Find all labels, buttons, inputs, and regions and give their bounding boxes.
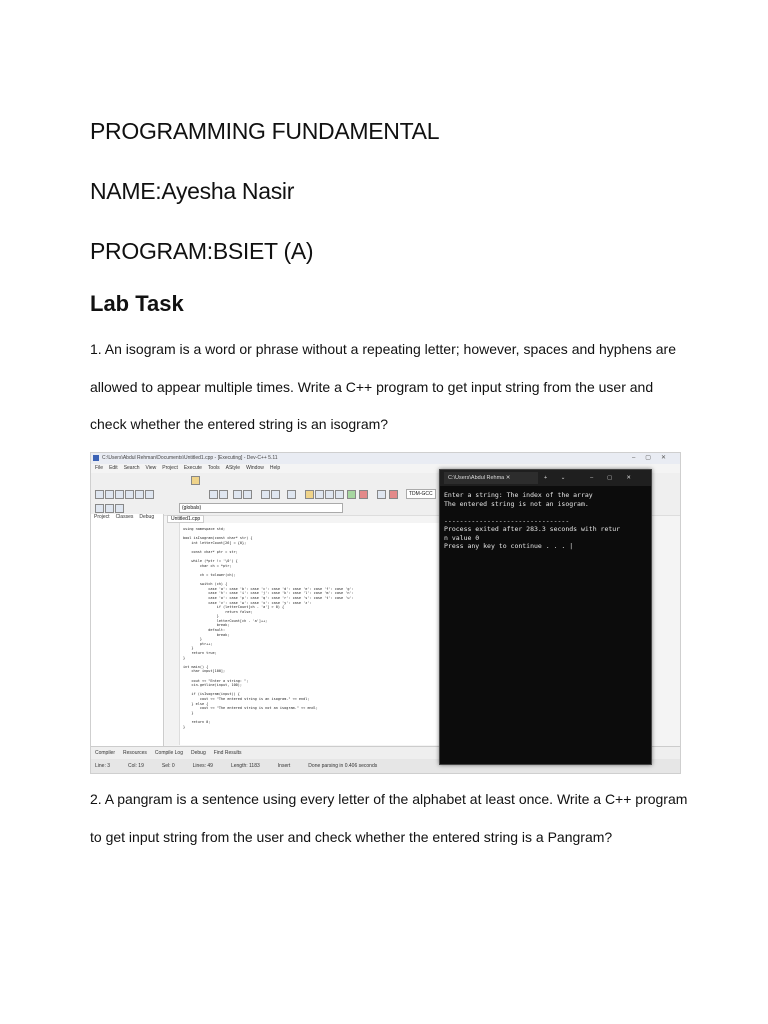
find-icon (209, 490, 218, 499)
toggle-comment-icon (271, 490, 280, 499)
console-titlebar (440, 470, 651, 486)
close-file-icon (135, 490, 144, 499)
profile-icon (389, 490, 398, 499)
console-tab[interactable]: C:\Users\Abdul Rehma ✕ (444, 472, 538, 484)
save-all-icon (125, 490, 134, 499)
status-field-3: Lines: 49 (192, 763, 213, 769)
source-code: using namespace std; bool isIsogram(const char* str) { int letterCount[26] = {0}; const char* ptr = str; while (*ptr != '\0') { char ch = *ptr; ch = tolower(ch); switch (ch) { case 'a': case 'b': case 'c': case 'd': case 'e': case 'f': case 'g': case 'h': case 'i': case 'j': case 'k': case 'l': case 'm': case 'n': case 'o': case 'p': case 'q': case 'r': case 's': case 't': case 'u': case 'v': case 'w': case 'x': case 'y': case 'z': if (letterCount[ch - 'a'] > 0) { return false; } letterCount[ch - 'a']++; break; default: break; } ptr++; } return true; } int main() { char input[100]; cout << "Enter a string: "; cin.getline(input, 100); if (isIsogram(input)) { cout << "The entered string is an isogram." << endl; } else { cout << "The entered string is not an isogram." << endl; } return 0; } (183, 527, 354, 729)
chart-icon (377, 490, 386, 499)
indent-icon (243, 490, 252, 499)
compiler-select[interactable]: TDM-GCC (406, 489, 436, 499)
status-field-1: Col: 19 (128, 763, 144, 769)
status-field-0: Line: 3 (95, 763, 111, 769)
menu-item-4[interactable]: Project (162, 465, 178, 471)
bottom-tab-4[interactable]: Find Results (213, 750, 242, 756)
print-icon (145, 490, 154, 499)
new-tab-icon[interactable]: + ⌄ (544, 475, 572, 481)
goto-icon (233, 490, 242, 499)
menu-item-9[interactable]: Help (269, 465, 281, 471)
stop-icon (359, 490, 368, 499)
project-panel (91, 514, 164, 746)
file-tab[interactable]: Untitled1.cpp (167, 515, 204, 523)
console-tab-title: C:\Users\Abdul Rehma (448, 475, 505, 481)
course-heading: PROGRAMMING FUNDAMENTAL (90, 118, 440, 144)
task-1-text: 1. An isogram is a word or phrase without a repeating letter; however, spaces and hyphens are allowed to appear multiple times. Write a C++ program to get input string from the user and check whether the entered string is an isogram? (90, 341, 677, 432)
replace-icon (219, 490, 228, 499)
menu-item-2[interactable]: Search (123, 465, 140, 471)
left-tab-1[interactable]: Classes (115, 514, 134, 520)
menu-item-0[interactable]: File (95, 465, 104, 471)
student-name-heading: NAME:Ayesha Nasir (90, 178, 295, 204)
console-output: Enter a string: The index of the array The entered string is not an isogram. -------------------------------- Process exited after 283.3 seconds with retur n value 0 Press any key to continue . . . | (444, 491, 621, 550)
bookmark-icon (287, 490, 296, 499)
status-field-6: Done parsing in 0.406 seconds (308, 763, 378, 769)
check-icon (347, 490, 356, 499)
console-window-controls[interactable]: –▢✕ (590, 475, 645, 481)
back-icon (105, 504, 114, 513)
run-program-icon (315, 490, 324, 499)
open-icon (105, 490, 114, 499)
menu-item-3[interactable]: View (145, 465, 157, 471)
ide-title: C:\Users\Abdul Rehman\Documents\Untitled1.cpp - [Executing] - Dev-C++ 5.11 (102, 455, 278, 461)
status-field-2: Sel: 0 (161, 763, 175, 769)
left-tab-0[interactable]: Project (94, 514, 110, 520)
bottom-tab-3[interactable]: Debug (191, 750, 206, 756)
bottom-tab-0[interactable]: Compiler (95, 750, 116, 756)
status-field-4: Length: 1183 (230, 763, 260, 769)
window-controls: –▢✕ (631, 455, 676, 461)
menu-item-6[interactable]: Tools (207, 465, 220, 471)
section-title: Lab Task (90, 291, 184, 316)
left-tab-2[interactable]: Debug (139, 514, 155, 520)
compile-icon (305, 490, 314, 499)
menu-item-7[interactable]: AStyle (225, 465, 241, 471)
forward-icon (115, 504, 124, 513)
program-heading: PROGRAM:BSIET (A) (90, 238, 314, 264)
class-icon (95, 504, 104, 513)
console-window (439, 469, 652, 765)
line-gutter (165, 523, 180, 745)
scope-select[interactable]: (globals) (179, 503, 343, 513)
bottom-tab-2[interactable]: Compile Log (154, 750, 183, 756)
unindent-icon (261, 490, 270, 499)
run-icon (191, 476, 200, 485)
ide-screenshot (90, 452, 681, 774)
code-editor[interactable] (165, 523, 439, 745)
save-icon (115, 490, 124, 499)
menu-item-1[interactable]: Edit (109, 465, 118, 471)
ide-titlebar (91, 453, 680, 464)
task-2-text: 2. A pangram is a sentence using every letter of the alphabet at least once. Write a C++ program to get input string from the user and check whether the entered string is a Pangram? (90, 791, 688, 845)
compile-run-icon (325, 490, 334, 499)
rebuild-icon (335, 490, 344, 499)
new-file-icon (95, 490, 104, 499)
left-panel-tabs (91, 514, 157, 520)
status-field-5: Insert (277, 763, 291, 769)
menu-item-8[interactable]: Window (246, 465, 264, 471)
devcpp-icon (93, 455, 99, 461)
menu-item-5[interactable]: Execute (183, 465, 202, 471)
bottom-tab-1[interactable]: Resources (123, 750, 147, 756)
